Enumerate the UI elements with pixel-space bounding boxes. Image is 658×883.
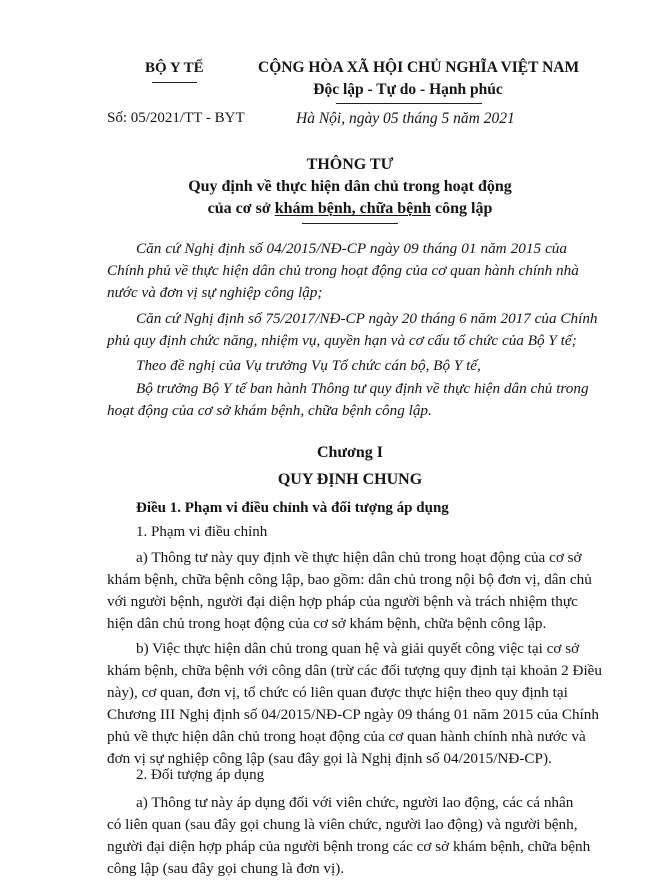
preamble-paragraph-3: Theo đề nghị của Vụ trưởng Vụ Tổ chức cán bộ, Bộ Y tế, xyxy=(136,357,481,374)
chapter-title: QUY ĐỊNH CHUNG xyxy=(277,471,423,488)
item-1-heading: 1. Phạm vi điều chỉnh xyxy=(136,524,268,540)
preamble-paragraph-2: Căn cứ Nghị định số 75/2017/NĐ-CP ngày 20 tháng 6 năm 2017 của Chính phủ quy định chức năng, nhiệm vụ, quyền hạn và cơ cấu tổ chức của Bộ Y tế; xyxy=(107,310,598,349)
national-motto: Độc lập - Tự do - Hạnh phúc xyxy=(313,81,503,98)
place-and-date: Hà Nội, ngày 05 tháng 5 năm 2021 xyxy=(296,110,515,127)
chapter-number: Chương I xyxy=(316,444,384,461)
item-2-heading: 2. Đối tượng áp dụng xyxy=(136,767,265,783)
preamble-paragraph-4: Bộ trưởng Bộ Y tế ban hành Thông tư quy định về thực hiện dân chủ trong hoạt động của cơ sở khám bệnh, chữa bệnh công lập. xyxy=(107,380,589,419)
motto-underline xyxy=(336,103,482,104)
item-1-b-paragraph: b) Việc thực hiện dân chủ trong quan hệ và giải quyết công việc tại cơ sở khám bệnh, chữa bệnh với công dân (trừ các đối tượng quy định tại khoản 2 Điều này), cơ quan, đơn vị, tổ chức có liên quan được thực hiện theo quy định tại Chương III Nghị định số 04/2015/NĐ-CP ngày 09 tháng 01 năm 2015 của Chính phủ về thực hiện dân chủ trong hoạt động của cơ quan hành chính nhà nước và đơn vị sự nghiệp công lập (sau đây gọi là Nghị định số 04/2015/NĐ-CP). xyxy=(107,640,602,767)
agency-underline xyxy=(152,82,197,83)
agency-name: BỘ Y TẾ xyxy=(145,60,204,76)
document-title-line-2: của cơ sở khám bệnh, chữa bệnh công lập xyxy=(207,200,493,217)
document-title-line-1: Quy định về thực hiện dân chủ trong hoạt động xyxy=(188,178,512,195)
nation-name: CỘNG HÒA XÃ HỘI CHỦ NGHĨA VIỆT NAM xyxy=(258,59,580,76)
item-2-a-paragraph: a) Thông tư này áp dụng đối với viên chức, người lao động, các cá nhân có liên quan (sau đây gọi chung là viên chức, người lao động) và người bệnh, người đại diện hợp pháp của người bệnh trong các cơ sở khám bệnh, chữa bệnh công lập (sau đây gọi chung là đơn vị). xyxy=(107,794,591,877)
article-1-heading: Điều 1. Phạm vi điều chỉnh và đối tượng áp dụng xyxy=(136,500,449,516)
document-type: THÔNG TƯ xyxy=(306,156,394,173)
underlined-phrase: khám bệnh, chữa bệnh xyxy=(274,200,432,217)
document-number: Số: 05/2021/TT - BYT xyxy=(107,110,245,126)
preamble-paragraph-1: Căn cứ Nghị định số 04/2015/NĐ-CP ngày 09 tháng 01 năm 2015 của Chính phủ về thực hiện dân chủ trong hoạt động của cơ quan hành chính nhà nước và đơn vị sự nghiệp công lập; xyxy=(107,240,579,301)
title-underline xyxy=(302,223,398,224)
item-1-a-paragraph: a) Thông tư này quy định về thực hiện dân chủ trong hoạt động của cơ sở khám bệnh, chữa bệnh công lập, bao gồm: dân chủ trong nội bộ đơn vị, dân chủ với người bệnh, người đại diện hợp pháp của người bệnh và trách nhiệm thực hiện dân chủ trong hoạt động của cơ sở khám bệnh, chữa bệnh công lập. xyxy=(107,549,592,632)
